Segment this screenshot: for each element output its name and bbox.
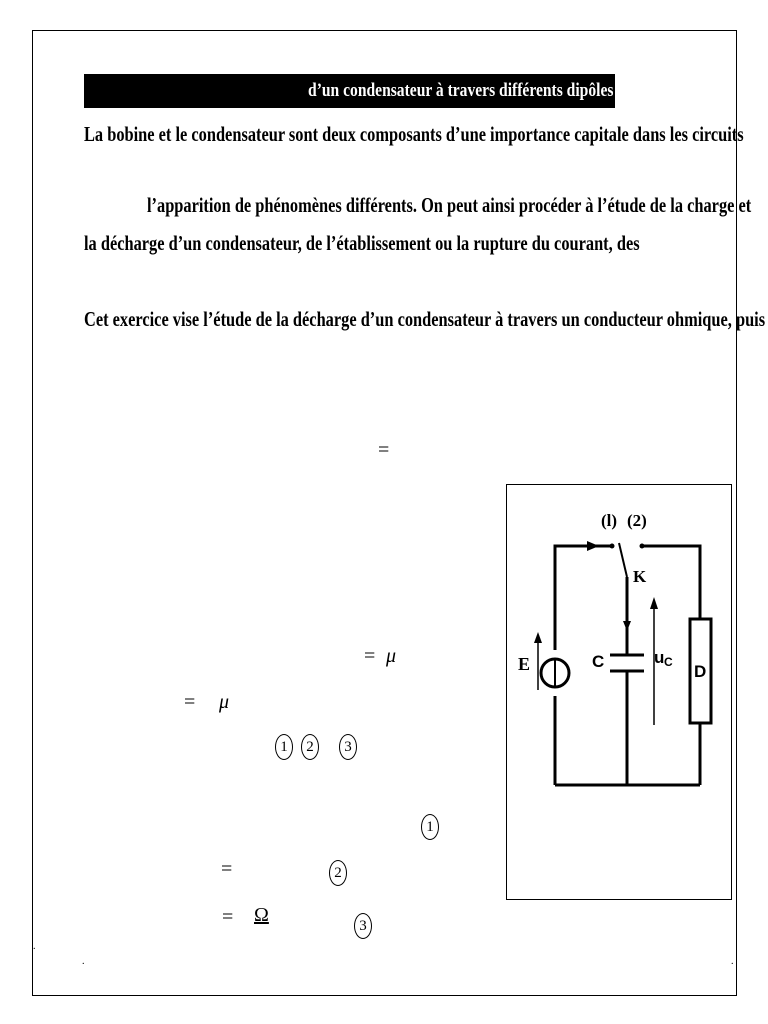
equals-sign: = — [222, 906, 234, 928]
switch-contact-1-icon — [610, 544, 615, 549]
circuit-figure-frame — [506, 484, 732, 900]
circled-number-3: 3 — [339, 734, 357, 760]
capacitor-arrow-icon — [623, 621, 631, 631]
equals-sign: = — [364, 645, 376, 667]
footer-dot: . — [731, 956, 734, 967]
circuit-wires — [555, 546, 700, 785]
title-banner — [84, 74, 615, 108]
capacitor-label: C — [592, 652, 605, 671]
circled-number-2: 2 — [301, 734, 319, 760]
switch-label: K — [633, 567, 647, 586]
switch-contact-2-icon — [640, 544, 645, 549]
footer-dot: . — [82, 956, 85, 967]
ohm-symbol: Ω — [254, 904, 269, 926]
equals-sign: = — [378, 439, 390, 461]
circled-number-1: 1 — [421, 814, 439, 840]
voltage-subscript: C — [664, 655, 673, 669]
paragraph-line-4: Cet exercice vise l’étude de la décharge d’un condensateur à travers un conducteur ohmique, puis — [84, 307, 766, 331]
mu-symbol: μ — [386, 645, 397, 667]
circled-number-2: 2 — [329, 860, 347, 886]
switch-position-1-label: (l) — [601, 511, 618, 530]
switch-position-2-label: (2) — [627, 511, 647, 530]
paragraph-line-2: l’apparition de phénomènes différents. On peut ainsi procéder à l’étude de la charge et — [147, 193, 752, 217]
mu-symbol: μ — [219, 691, 230, 713]
circled-number-3: 3 — [354, 913, 372, 939]
circled-number-1: 1 — [275, 734, 293, 760]
voltage-label: u — [654, 648, 665, 667]
dipole-label: D — [694, 662, 707, 681]
paragraph-line-1: La bobine et le condensateur sont deux composants d’une importance capitale dans les circuits — [84, 122, 744, 146]
switch-blade-icon — [619, 543, 627, 577]
equals-sign: = — [184, 691, 196, 713]
circuit-diagram — [507, 485, 733, 901]
equals-sign: = — [221, 858, 233, 880]
paragraph-line-3: la décharge d’un condensateur, de l’établissement ou la rupture du courant, des — [84, 231, 640, 255]
generator-label: E — [518, 654, 531, 674]
footer-dot: . — [33, 941, 36, 952]
current-arrow-icon — [587, 541, 599, 551]
page-title: d’un condensateur à travers différents dipôles — [307, 80, 613, 101]
